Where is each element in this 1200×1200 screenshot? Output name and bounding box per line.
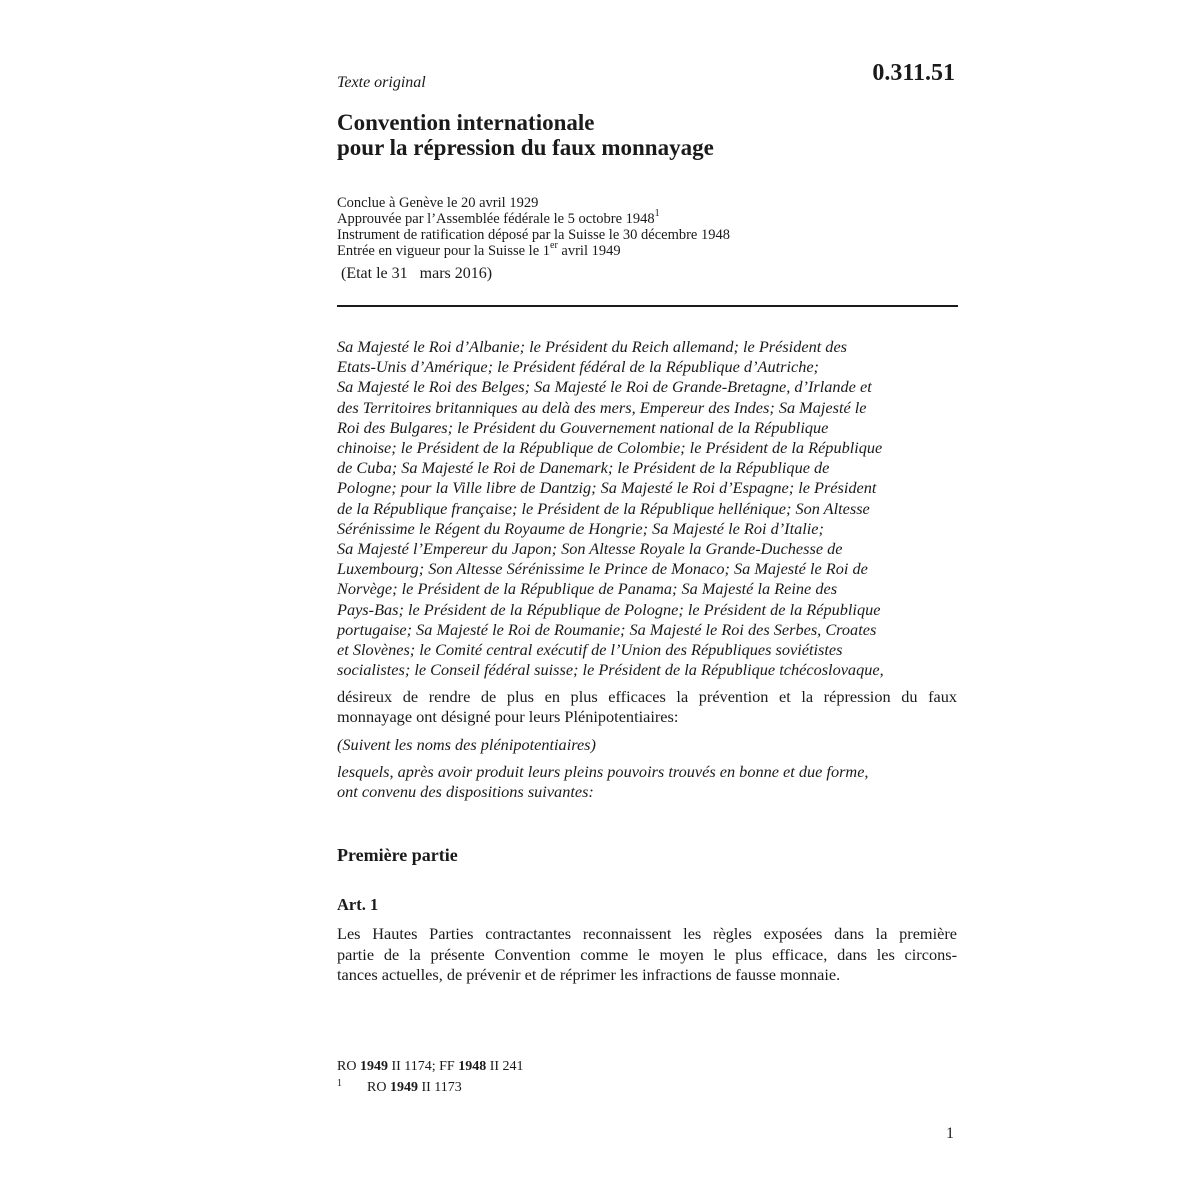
plenipotentiaries-note: (Suivent les noms des plénipotentiaires) [337,735,596,754]
document-title-line-2: pour la répression du faux monnayage [337,135,714,160]
preamble-line: Luxembourg; Son Altesse Sérénissime le Prince de Monaco; Sa Majesté le Roi de [337,559,868,579]
article-heading: Art. 1 [337,895,379,914]
entree-ordinal: er [550,240,558,252]
article-body-line: Les Hautes Parties contractantes reconnaissent les règles exposées dans la première [337,924,957,943]
footnote-ref-1[interactable]: 1 [654,208,660,220]
conclue-line: Conclue à Genève le 20 avril 1929 [337,195,539,211]
document-title-line-1: Convention internationale [337,110,595,135]
entree-text-after: avril 1949 [557,243,621,259]
horizontal-rule [337,305,958,307]
approuvee-line [337,208,957,227]
sr-number: 0.311.51 [872,60,955,86]
footnote-1-mark: 1 [337,1078,342,1089]
preamble-line: Etats-Unis d’Amérique; le Président fédéral de la République d’Autriche; [337,357,819,377]
article-body-line: tances actuelles, de prévenir et de réprimer les infractions de fausse monnaie. [337,965,841,984]
footnote-1-ref: II 1173 [417,1080,462,1095]
source-ff-year: 1948 [458,1059,487,1074]
preamble-line: chinoise; le Président de la République de Colombie; le Président de la République [337,438,883,458]
etat-date: (Etat le 31 mars 2016) [341,265,493,282]
footnote-1-year: 1949 [389,1080,418,1095]
preamble-line: des Territoires britanniques au delà des mers, Empereur des Indes; Sa Majesté le [337,397,867,417]
page-number: 1 [946,1125,954,1142]
preamble-line: de Cuba; Sa Majesté le Roi de Danemark; le Président de la République de [337,458,830,478]
desireux-paragraph [337,687,957,727]
preamble-line: socialistes; le Conseil fédéral suisse; le Président de la République tchécoslovaque, [337,660,884,680]
preamble-line: Sa Majesté l’Empereur du Japon; Son Altesse Royale la Grande-Duchesse de [337,539,843,559]
source-ro-year: 1949 [359,1059,388,1074]
footnote-1-ro-label: RO [367,1080,390,1095]
entree-text-before: Entrée en vigueur pour la Suisse le 1 [337,243,551,259]
preamble-parties [337,337,962,680]
preamble-line: Pays-Bas; le Président de la République de Pologne; le Président de la République [337,599,881,619]
lesquels-paragraph [337,762,937,802]
texte-original-label: Texte original [337,74,426,91]
source-ff-ref: II 241 [486,1059,524,1074]
preamble-line: portugaise; Sa Majesté le Roi de Roumanie; Sa Majesté le Roi des Serbes, Croates [337,619,877,639]
preamble-line: Sa Majesté le Roi des Belges; Sa Majesté le Roi de Grande-Bretagne, d’Irlande et [337,377,872,397]
preamble-line: Sérénissime le Régent du Royaume de Hongrie; Sa Majesté le Roi d’Italie; [337,518,824,538]
preamble-line: de la République française; le Président de la République hellénique; Son Altesse [337,498,870,518]
preamble-line: Norvège; le Président de la République de Panama; Sa Majesté la Reine des [337,579,838,599]
part-heading: Première partie [337,845,458,865]
preamble-line: Pologne; pour la Ville libre de Dantzig; Sa Majesté le Roi d’Espagne; le Président [337,478,877,498]
preamble-line: Roi des Bulgares; le Président du Gouvernement national de la République [337,417,829,437]
document-title [337,110,957,160]
enactment-metadata [337,195,957,259]
footnote-1 [337,1080,462,1096]
preamble-line: et Slovènes; le Comité central exécutif de l’Union des Républiques soviétistes [337,640,843,660]
source-ro-label: RO [337,1059,360,1074]
desireux-line: monnayage ont désigné pour leurs Plénipotentiaires: [337,707,679,726]
lesquels-line: ont convenu des dispositions suivantes: [337,782,594,801]
lesquels-line: lesquels, après avoir produit leurs pleins pouvoirs trouvés en bonne et due forme, [337,762,869,781]
source-ro-ref: II 1174; FF [387,1059,459,1074]
source-footnote [337,1059,524,1075]
article-body [337,924,957,986]
instrument-line: Instrument de ratification déposé par la Suisse le 30 décembre 1948 [337,227,730,243]
approuvee-text: Approuvée par l’Assemblée fédérale le 5 octobre 1948 [337,211,655,227]
desireux-line: désireux de rendre de plus en plus efficaces la prévention et la répression du faux [337,687,957,706]
entree-line [337,240,957,259]
article-body-line: partie de la présente Convention comme le moyen le plus efficace, dans les circons- [337,944,957,964]
preamble-line: Sa Majesté le Roi d’Albanie; le Président du Reich allemand; le Président des [337,337,848,356]
